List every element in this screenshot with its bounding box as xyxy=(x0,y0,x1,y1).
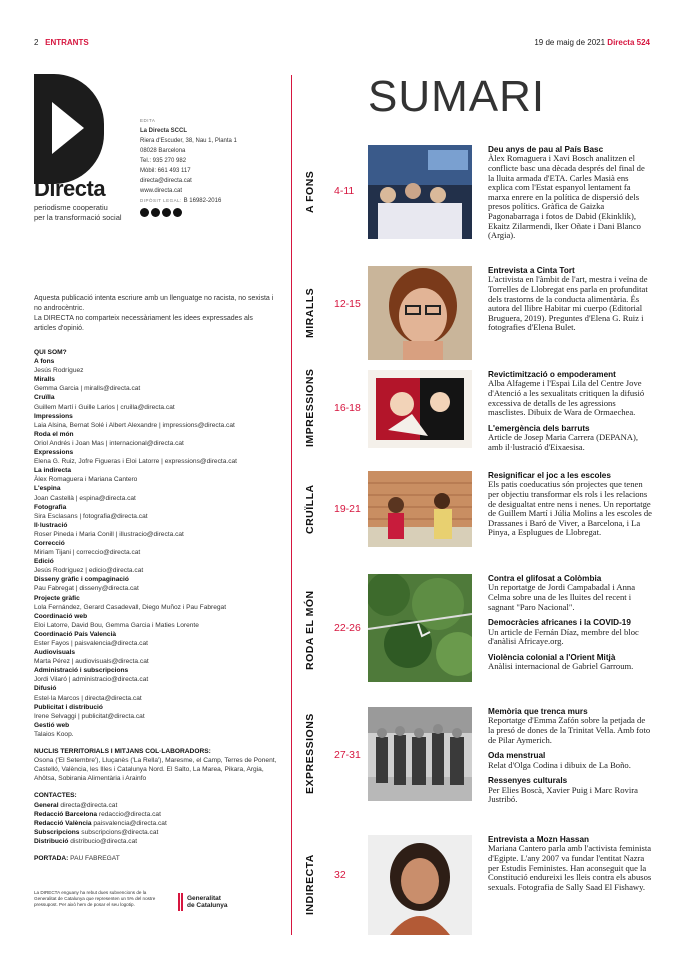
issue-date: 19 de maig de 2021 xyxy=(534,38,606,47)
credit-role: Correcció xyxy=(34,539,65,547)
nuclis-text: Osona ('El Setembre'), Lluçanès ('La Rella'), Maresme, el Camp, Terres de Ponent, Castelló, València, les Illes i Catalunya Nord. El Salto, La Marea, Pikara, Argia, Ahötsa, Sobirania Alimentària i Arainfo xyxy=(34,757,277,783)
section-pages: 19-21 xyxy=(334,503,361,515)
entries-impressions xyxy=(488,370,653,452)
section-a-fons xyxy=(300,145,355,239)
entry-headline[interactable]: Ressenyes culturals xyxy=(488,776,568,786)
section-pages: 12-15 xyxy=(334,298,361,310)
credit-entry xyxy=(34,521,284,539)
edita-label: EDITA xyxy=(140,118,156,123)
section-expressions xyxy=(300,707,361,801)
generalitat-logo xyxy=(178,893,227,911)
credit-role: Expressions xyxy=(34,449,74,457)
contact-list xyxy=(34,801,284,846)
section-impressions xyxy=(300,368,361,448)
credit-role: A fons xyxy=(34,358,55,366)
play-triangle-icon xyxy=(52,102,84,154)
section-pages: 27-31 xyxy=(334,749,361,761)
credit-role: Coordinació web xyxy=(34,612,88,620)
mobile-line: Mòbil: 661 493 117 xyxy=(140,168,191,174)
credit-role: Roda el món xyxy=(34,430,74,438)
photo-a-fons xyxy=(368,145,472,239)
credit-role: Administració i subscripcions xyxy=(34,667,129,675)
credit-entry xyxy=(34,721,284,739)
contact-role: Redacció Barcelona xyxy=(34,810,98,818)
entry-body: Àlex Romaguera i Xavi Bosch analitzen el conflicte basc una dècada després del final de la lluita armada d'ETA. Carles Masià ens explica com l'Estat espanyol lentament fa marxa enrere en la política de dispersió dels presos polítics. Gràfica de Gaizka Pagonabarraga i fotos de Dabid (Ekinklik), Ekaitz Zilarmendi, Iker Oñate i Dani Blanco (Argia). xyxy=(488,153,645,241)
photo-roda-el-mon xyxy=(368,574,472,682)
credit-entry xyxy=(34,484,284,502)
section-roda-el-mon xyxy=(300,574,361,686)
entry-headline[interactable]: Violència colonial a l'Orient Mitjà xyxy=(488,652,616,662)
logo-tagline xyxy=(34,203,122,223)
credit-names: Pau Fabregat | disseny@directa.cat xyxy=(34,585,139,593)
section-label: INDIRECTA xyxy=(304,854,316,916)
credit-entry xyxy=(34,612,284,630)
entry-body: Relat d'Olga Codina i dibuix de La Boño. xyxy=(488,759,631,770)
subsidy-note: La DIRECTA enguany ha rebut dues subvencions de la Generalitat de Catalunya que representen un 5% del nostre pressupost. Per això hem de posar el seu logotip. xyxy=(34,890,156,907)
section-label: A FONS xyxy=(304,170,316,214)
entries-expressions xyxy=(488,707,653,805)
section-name: ENTRANTS xyxy=(45,38,89,47)
contact-entry xyxy=(34,828,284,837)
entry-headline[interactable]: Democràcies africanes i la COVID-19 xyxy=(488,618,631,628)
credit-role: Projecte gràfic xyxy=(34,594,80,602)
section-pages: 16-18 xyxy=(334,402,361,414)
credit-names: Marta Pérez | audiovisuals@directa.cat xyxy=(34,658,149,666)
nuclis-title: NUCLIS TERRITORIALS I MITJANS COL·LABORADORS: xyxy=(34,748,211,756)
credit-role: Fotografia xyxy=(34,503,67,511)
entry-headline[interactable]: Deu anys de pau al País Basc xyxy=(488,145,604,154)
senyera-icon xyxy=(178,893,184,911)
entry-a-fons xyxy=(488,145,653,241)
credit-role: Edició xyxy=(34,558,54,566)
credits-block xyxy=(34,348,284,863)
credits-title: QUI SOM? xyxy=(34,349,67,356)
credit-names: Lola Fernández, Gerard Casadevall, Diego Muñoz i Pau Fabregat xyxy=(34,603,227,611)
tagline-line-2: per la transformació social xyxy=(34,213,122,222)
entry-body: Anàlisi internacional de Gabriel Garroum. xyxy=(488,661,634,672)
entry-headline[interactable]: Contra el glifosat a Colòmbia xyxy=(488,574,602,583)
entry-body: Mariana Cantero parla amb l'activista feminista d'Egipte. L'any 2007 va fundar l'entitat Nazra per Estudis Feministes. Han aconseguit que la Constitució endureixi les lleis contra els abusos sexuals. Fotografia de Sally Saad El Fishawy. xyxy=(488,843,652,892)
credit-names: Àlex Romaguera i Mariana Cantero xyxy=(34,476,138,484)
credit-names: Laia Alsina, Bernat Solé i Albert Alexandre | impressions@directa.cat xyxy=(34,421,235,429)
credit-entry xyxy=(34,666,284,684)
tagline-line-1: periodisme cooperatiu xyxy=(34,203,108,212)
phone-line: Tel.: 935 270 982 xyxy=(140,158,187,164)
entry-headline[interactable]: Memòria que trenca murs xyxy=(488,707,588,716)
credit-entry xyxy=(34,703,284,721)
issue-number: Directa 524 xyxy=(607,38,650,47)
entry-headline[interactable]: Revictimització o empoderament xyxy=(488,370,616,379)
credits-list xyxy=(34,357,284,739)
legal-deposit: B 16982-2016 xyxy=(183,198,222,204)
photo-indirecta xyxy=(368,835,472,935)
credit-entry xyxy=(34,375,284,393)
credit-entry xyxy=(34,393,284,411)
issue-header xyxy=(534,38,650,47)
credit-names: Talaios Koop. xyxy=(34,730,74,738)
credit-role: Difusió xyxy=(34,685,57,693)
entry-body: Els patis coeducatius són projectes que tenen per objectiu transformar els rols i les relacions de desigualtat entre nens i nenes. Un reportatge de Guillem Martí i Júlia Molins a les escoles de Drassanes i Baró de Viver, a Barcelona, i La Pinya, a Esplugues de Llobregat. xyxy=(488,479,652,538)
contact-email[interactable]: redaccio@directa.cat xyxy=(98,810,161,818)
section-label: RODA EL MÓN xyxy=(304,590,316,670)
contact-entry xyxy=(34,801,284,810)
section-miralls xyxy=(300,266,361,360)
credit-entry xyxy=(34,575,284,593)
address-line: 08028 Barcelona xyxy=(140,148,186,154)
credit-role: Cruïlla xyxy=(34,394,55,402)
page-number-header xyxy=(34,38,89,47)
credit-entry xyxy=(34,594,284,612)
logo-wordmark: Directa xyxy=(34,176,106,201)
website-link[interactable]: www.directa.cat xyxy=(140,188,183,194)
credit-role: Audiovisuals xyxy=(34,649,76,657)
email-link[interactable]: directa@directa.cat xyxy=(140,178,192,184)
credit-entry xyxy=(34,503,284,521)
entry-body: Reportatge d'Emma Zafón sobre la petjada de la presó de dones de la Trinitat Vella. Amb foto de Pilar Aymerich. xyxy=(488,715,651,745)
creative-commons-icon xyxy=(140,208,182,217)
credit-entry xyxy=(34,557,284,575)
section-label: IMPRESSIONS xyxy=(304,368,316,448)
credit-role: L'espina xyxy=(34,485,61,493)
credit-names: Roser Pineda i Maria Conill | illustracio@directa.cat xyxy=(34,530,184,538)
credit-names: Ester Fayos | paisvalencia@directa.cat xyxy=(34,640,148,647)
sumari-title: SUMARI xyxy=(368,72,546,121)
portada-credit: PAU FABREGAT xyxy=(70,854,120,862)
publisher-name: La Directa SCCL xyxy=(140,128,188,134)
photo-miralls xyxy=(368,266,472,360)
credit-names: Estel·la Marcos | directa@directa.cat xyxy=(34,694,142,702)
entry-headline[interactable]: L'emergència dels barruts xyxy=(488,423,590,433)
section-pages: 32 xyxy=(334,869,346,881)
photo-expressions xyxy=(368,707,472,801)
credit-entry xyxy=(34,357,284,375)
illustration-impressions xyxy=(368,370,472,448)
contact-entry xyxy=(34,819,284,828)
page-number: 2 xyxy=(34,38,39,47)
credit-entry xyxy=(34,430,284,448)
entry-body: Alba Alfageme i l'Espai Lila del Centre Jove d'Atenció a les sexualitats critiquen la difusió excessiva de detalls de les agressions masclistes. Dibuix de Wara de Ormaechea. xyxy=(488,378,645,418)
section-label: CRUÏLLA xyxy=(304,484,316,534)
credit-entry xyxy=(34,648,284,666)
legal-label: DIPÒSIT LEGAL: xyxy=(140,198,182,203)
section-indirecta xyxy=(300,835,346,935)
entry-headline[interactable]: Entrevista a Mozn Hassan xyxy=(488,835,590,844)
entry-miralls xyxy=(488,266,653,333)
credit-entry xyxy=(34,412,284,430)
credit-role: Impressions xyxy=(34,412,73,420)
credit-names: Miriam Tijani | correccio@directa.cat xyxy=(34,549,141,557)
entry-indirecta xyxy=(488,835,653,892)
credit-role: Gestió web xyxy=(34,721,70,729)
entries-roda-el-mon xyxy=(488,574,653,672)
credit-names: Oriol Andrés i Joan Mas | internacional@directa.cat xyxy=(34,439,184,447)
credit-entry xyxy=(34,448,284,466)
publisher-info xyxy=(140,116,237,206)
contact-role: Redacció València xyxy=(34,819,92,827)
generalitat-line: Generalitat xyxy=(187,895,221,902)
credit-names: Eloi Latorre, David Bou, Gemma Garcia i Maties Lorente xyxy=(34,621,199,629)
credit-entry xyxy=(34,539,284,557)
section-pages: 22-26 xyxy=(334,622,361,634)
credit-role: Disseny gràfic i compaginació xyxy=(34,576,129,584)
contact-role: Subscripcions xyxy=(34,828,80,836)
section-cruilla xyxy=(300,471,361,547)
entry-headline[interactable]: Resignificar el joc a les escoles xyxy=(488,471,611,480)
credit-names: Jordi Vilaró | administracio@directa.cat xyxy=(34,676,149,684)
editorial-note xyxy=(34,294,274,334)
contact-email[interactable]: directa@directa.cat xyxy=(60,801,118,809)
address-line: Riera d'Escuder, 38, Nau 1, Planta 1 xyxy=(140,138,237,144)
credit-names: Joan Castellà | espina@directa.cat xyxy=(34,494,136,502)
entry-body: L'activista en l'àmbit de l'art, mestra i veïna de Torrelles de Llobregat ens parla en profunditat dels trastorns de la conducta alimentària. És autora del llibre Habitar mi cuerpo (Editorial Bruguera, 2019). Preguntes d'Elena G. Ruiz i fotografies d'Elena Bulet. xyxy=(488,274,648,333)
credit-role: Publicitat i distribució xyxy=(34,703,103,711)
credit-entry xyxy=(34,466,284,484)
credit-entry xyxy=(34,684,284,702)
credit-names: Gemma Garcia | miralls@directa.cat xyxy=(34,385,141,393)
credit-role: Miralls xyxy=(34,376,55,384)
contact-role: Distribució xyxy=(34,837,69,845)
credit-names: Irene Selvaggi | publicitat@directa.cat xyxy=(34,712,145,720)
credit-role: La indirecta xyxy=(34,467,72,475)
entry-body: Un article de Fernán Díaz, membre del bloc d'anàlisi Africaye.org. xyxy=(488,626,639,647)
entry-headline[interactable]: Entrevista a Cinta Tort xyxy=(488,266,575,275)
contact-email[interactable]: subscripcions@directa.cat xyxy=(81,828,159,836)
entry-cruilla xyxy=(488,471,653,538)
credit-role: Il·lustració xyxy=(34,521,68,529)
credit-names: Jesús Rodríguez xyxy=(34,367,84,375)
section-pages: 4-11 xyxy=(334,185,355,197)
section-label: EXPRESSIONS xyxy=(304,713,316,795)
contactes-title: CONTACTES: xyxy=(34,792,77,800)
credit-names: Elena G. Ruiz, Jofre Figueras i Eloi Latorre | expressions@directa.cat xyxy=(34,458,238,466)
entry-headline[interactable]: Oda menstrual xyxy=(488,751,546,761)
credit-names: Jesús Rodríguez | edicio@directa.cat xyxy=(34,567,144,575)
note-line: La DIRECTA no comparteix necessàriament les idees expressades als articles d'opinió. xyxy=(34,315,253,332)
contact-role: General xyxy=(34,801,59,809)
credit-role: Coordinació País Valencià xyxy=(34,630,117,638)
entry-body: Per Elies Boscà, Xavier Puig i Marc Rovira Justribó. xyxy=(488,784,638,805)
credit-names: Guillem Martí i Guille Larios | cruilla@directa.cat xyxy=(34,403,175,411)
credit-entry xyxy=(34,630,284,648)
section-label: MIRALLS xyxy=(304,287,316,339)
generalitat-line: de Catalunya xyxy=(187,902,228,909)
credit-names: Sira Esclasans | fotografia@directa.cat xyxy=(34,512,148,520)
note-line: Aquesta publicació intenta escriure amb un llenguatge no racista, no sexista i no androcèntric. xyxy=(34,295,274,312)
contact-entry xyxy=(34,837,284,846)
portada-label: PORTADA: xyxy=(34,854,69,862)
contact-entry xyxy=(34,810,284,819)
entry-body: Un reportatge de Jordi Campabadal i Anna Celma sobre una de les lluites del recent i sagnant "Paro Nacional". xyxy=(488,582,636,612)
contact-email[interactable]: paisvalencia@directa.cat xyxy=(93,819,167,827)
column-divider xyxy=(291,75,292,935)
contact-email[interactable]: distribucio@directa.cat xyxy=(70,837,138,845)
photo-cruilla xyxy=(368,471,472,547)
entry-body: Article de Josep Maria Carrera (DEPANA), amb il·lustració d'Eixaesisa. xyxy=(488,432,639,452)
